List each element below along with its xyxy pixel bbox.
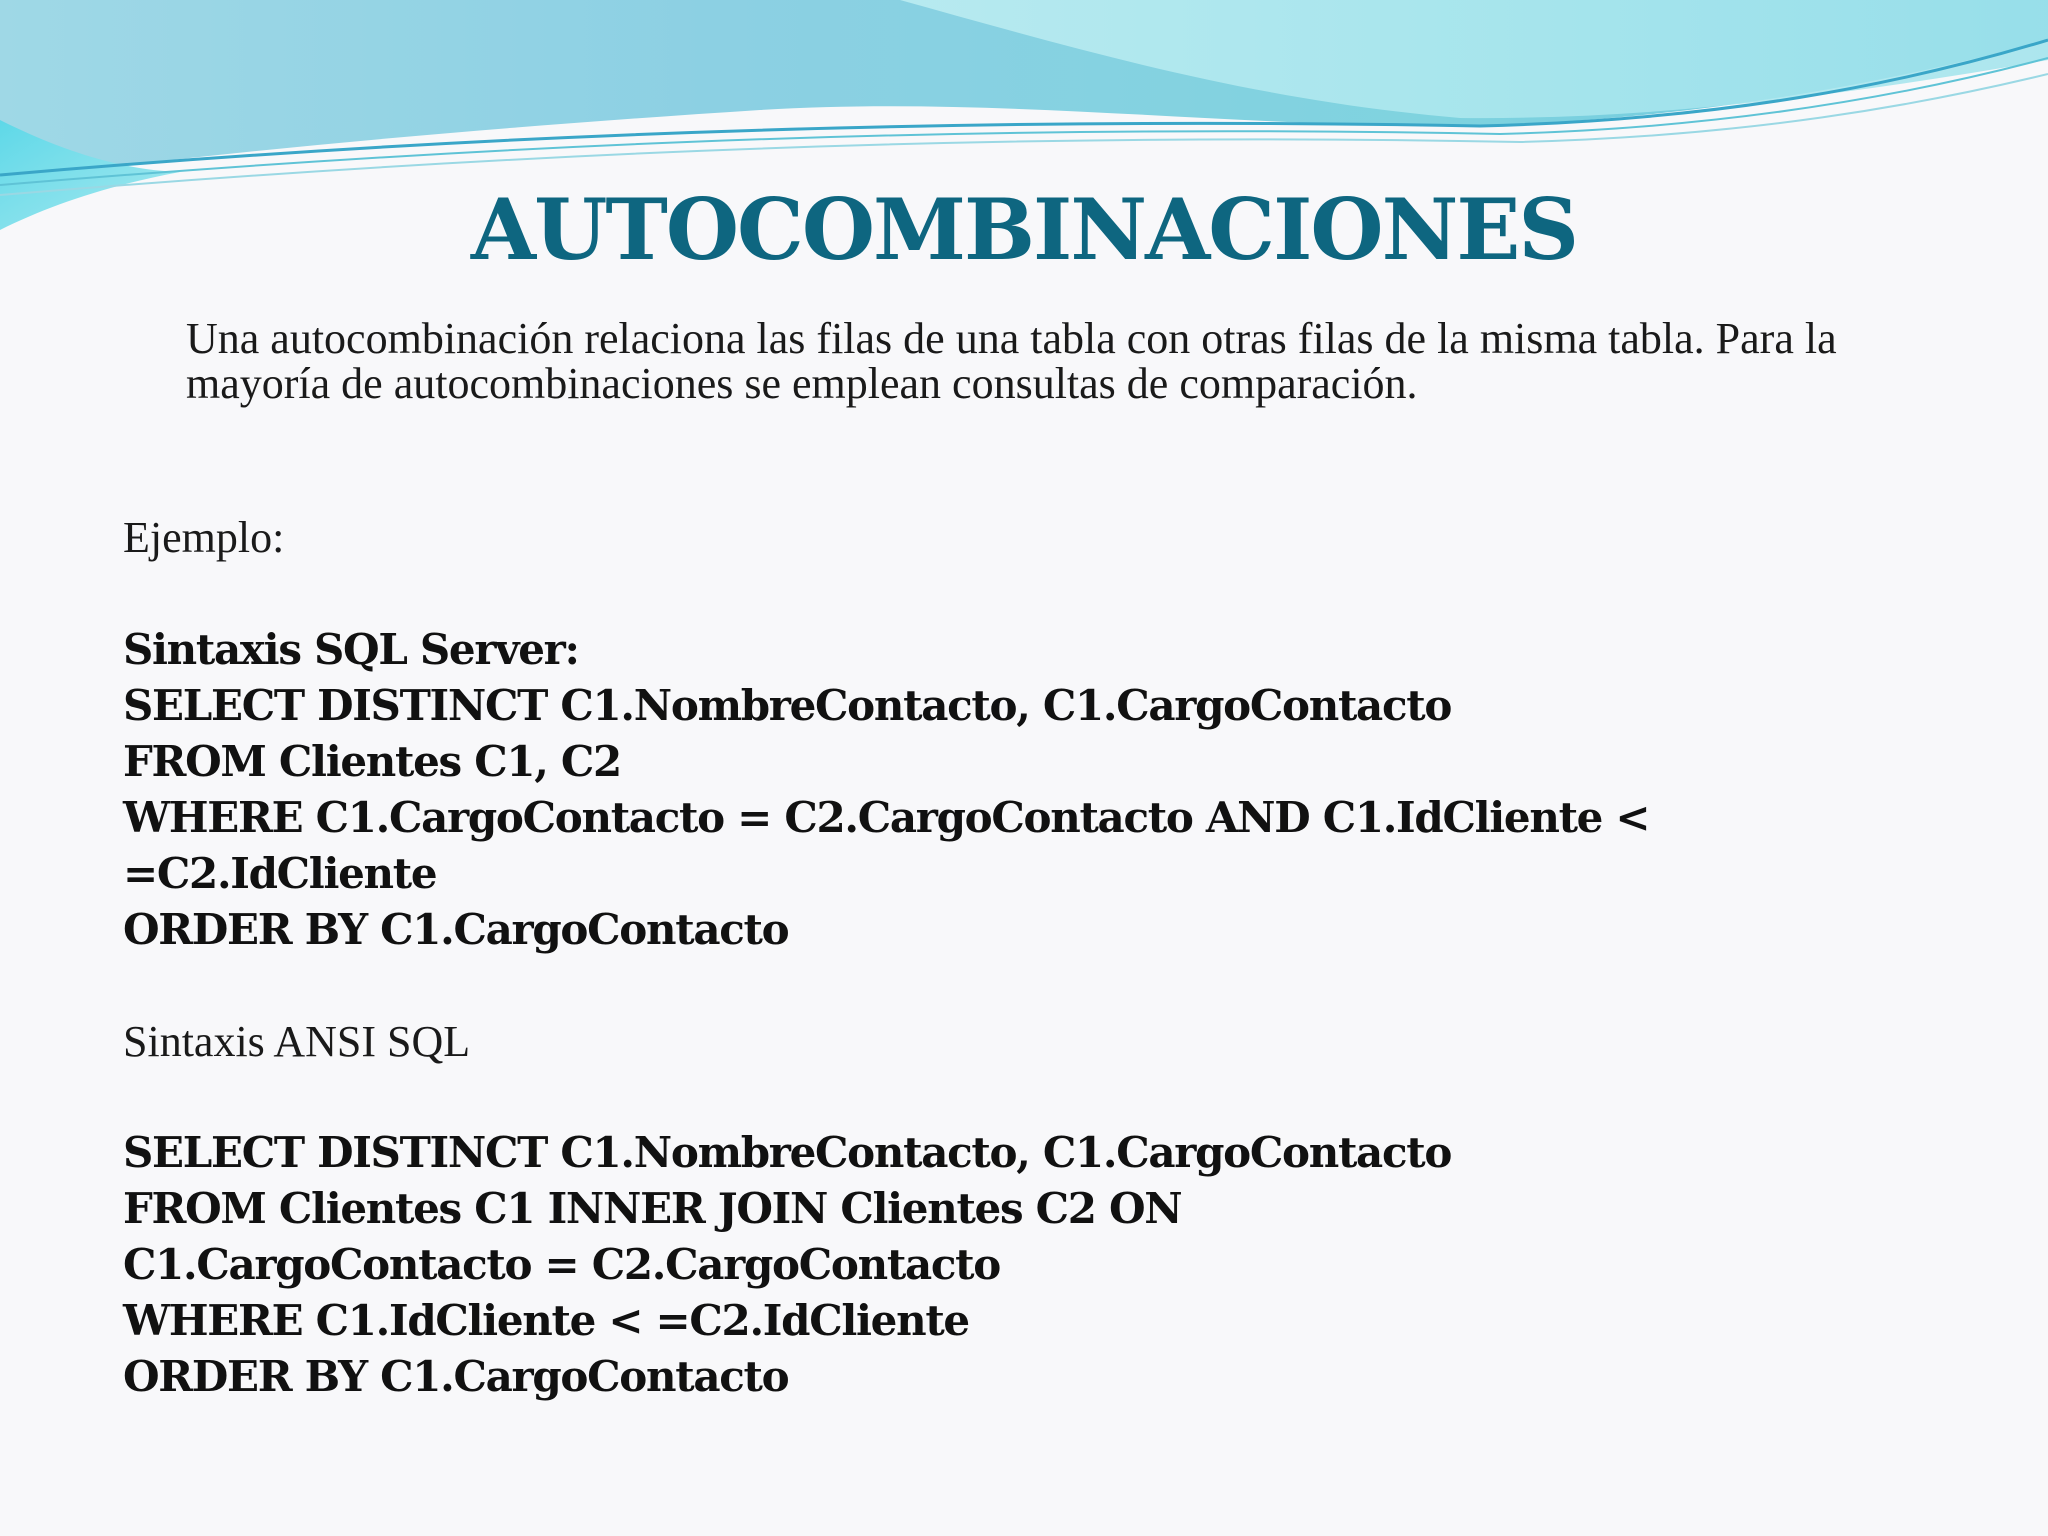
ansi-code-line: C1.CargoContacto = C2.CargoContacto <box>123 1240 1000 1289</box>
ansi-code-line: WHERE C1.IdCliente < =C2.IdCliente <box>123 1296 969 1345</box>
sqlserver-code-line: WHERE C1.CargoContacto = C2.CargoContacto AND C1.IdCliente < <box>123 793 1650 842</box>
sqlserver-heading: Sintaxis SQL Server: <box>123 625 579 674</box>
sqlserver-code-line: =C2.IdCliente <box>123 849 437 898</box>
ansi-code-line: ORDER BY C1.CargoContacto <box>123 1352 789 1401</box>
intro-paragraph: Una autocombinación relaciona las filas de una tabla con otras filas de la misma tabla. Para la mayoría de autocombinaciones se emplean consultas de comparación. <box>186 314 1837 408</box>
sqlserver-code-line: ORDER BY C1.CargoContacto <box>123 905 789 954</box>
sqlserver-code-line: FROM Clientes C1, C2 <box>123 737 621 786</box>
slide-title: AUTOCOMBINACIONES <box>470 180 1578 279</box>
sqlserver-code-line: SELECT DISTINCT C1.NombreContacto, C1.CargoContacto <box>123 681 1452 730</box>
ansi-code-line: SELECT DISTINCT C1.NombreContacto, C1.CargoContacto <box>123 1128 1452 1177</box>
ansi-heading: Sintaxis ANSI SQL <box>123 1017 471 1066</box>
example-label: Ejemplo: <box>123 513 285 562</box>
ansi-code-line: FROM Clientes C1 INNER JOIN Clientes C2 ON <box>123 1184 1182 1233</box>
